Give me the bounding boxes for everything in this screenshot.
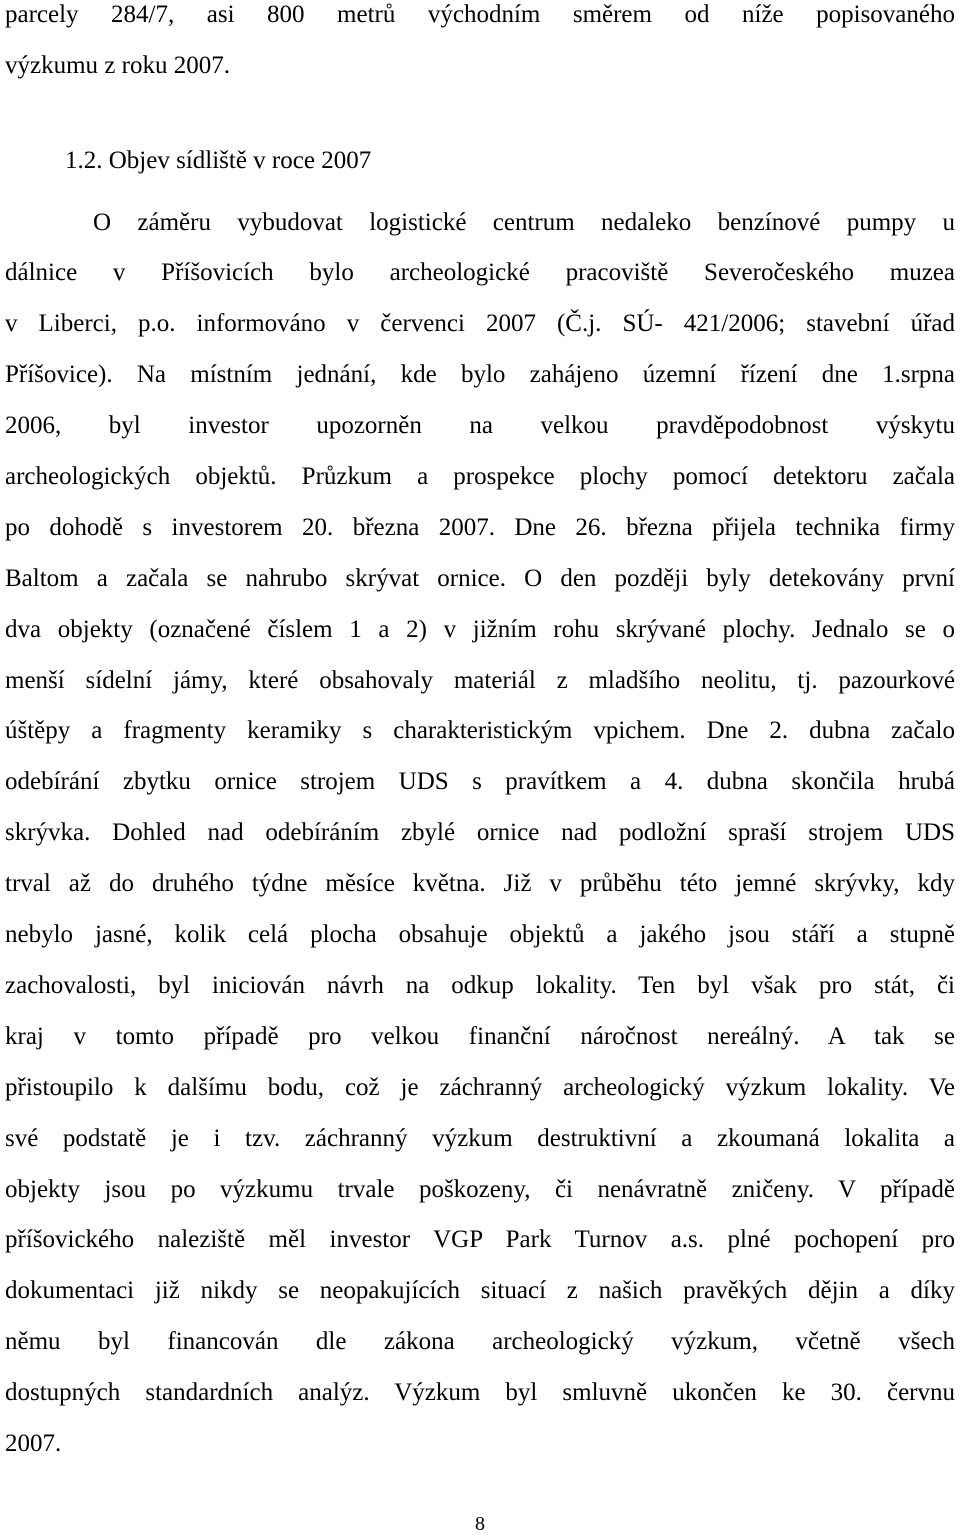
text-line: dokumentaci již nikdy se neopakujících situací z našich pravěkých dějin a díky xyxy=(5,1277,955,1304)
text-line: Baltom a začala se nahrubo skrývat ornice. O den později byly detekovány první xyxy=(5,565,955,592)
section-heading: 1.2. Objev sídliště v roce 2007 xyxy=(65,147,372,174)
text-line: archeologických objektů. Průzkum a prospekce plochy pomocí detektoru začala xyxy=(5,463,955,490)
text-line: menší sídelní jámy, které obsahovaly materiál z mladšího neolitu, tj. pazourkové xyxy=(5,667,955,694)
text-line: 2007. xyxy=(5,1430,62,1457)
text-line: své podstatě je i tzv. záchranný výzkum destruktivní a zkoumaná lokalita a xyxy=(5,1125,955,1152)
text-line: dva objekty (označené číslem 1 a 2) v jižním rohu skrývané plochy. Jednalo se o xyxy=(5,616,955,643)
text-line: O záměru vybudovat logistické centrum nedaleko benzínové pumpy u xyxy=(93,209,955,236)
text-line: nebylo jasné, kolik celá plocha obsahuje objektů a jakého jsou stáří a stupně xyxy=(5,921,955,948)
text-line: po dohodě s investorem 20. března 2007. Dne 26. března přijela technika firmy xyxy=(5,514,955,541)
document-page xyxy=(5,0,955,1537)
text-line: přistoupilo k dalšímu bodu, což je záchranný archeologický výzkum lokality. Ve xyxy=(5,1074,955,1101)
text-line: trval až do druhého týdne měsíce května. Již v průběhu této jemné skrývky, kdy xyxy=(5,870,955,897)
text-line: kraj v tomto případě pro velkou finanční náročnost nereálný. A tak se xyxy=(5,1023,955,1050)
text-line: příšovického naleziště měl investor VGP Park Turnov a.s. plné pochopení pro xyxy=(5,1226,955,1253)
text-line: skrývka. Dohled nad odebíráním zbylé ornice nad podložní spraší strojem UDS xyxy=(5,819,955,846)
text-line: 2006, byl investor upozorněn na velkou pravděpodobnost výskytu xyxy=(5,412,955,439)
text-line: dálnice v Příšovicích bylo archeologické pracoviště Severočeského muzea xyxy=(5,259,955,286)
text-line: úštěpy a fragmenty keramiky s charakteristickým vpichem. Dne 2. dubna začalo xyxy=(5,717,955,744)
text-line: dostupných standardních analýz. Výzkum byl smluvně ukončen ke 30. červnu xyxy=(5,1379,955,1406)
page-number: 8 xyxy=(475,1513,485,1535)
text-line: odebírání zbytku ornice strojem UDS s pravítkem a 4. dubna skončila hrubá xyxy=(5,768,955,795)
text-line: objekty jsou po výzkumu trvale poškozeny, či nenávratně zničeny. V případě xyxy=(5,1176,955,1203)
text-line: zachovalosti, byl iniciován návrh na odkup lokality. Ten byl však pro stát, či xyxy=(5,972,955,999)
text-line: výzkumu z roku 2007. xyxy=(5,52,230,79)
text-line: parcely 284/7, asi 800 metrů východním směrem od níže popisovaného xyxy=(5,1,955,28)
text-line: němu byl financován dle zákona archeologický výzkum, včetně všech xyxy=(5,1328,955,1355)
text-line: Příšovice). Na místním jednání, kde bylo zahájeno územní řízení dne 1.srpna xyxy=(5,361,955,388)
text-line: v Liberci, p.o. informováno v červenci 2007 (Č.j. SÚ- 421/2006; stavební úřad xyxy=(5,310,955,337)
